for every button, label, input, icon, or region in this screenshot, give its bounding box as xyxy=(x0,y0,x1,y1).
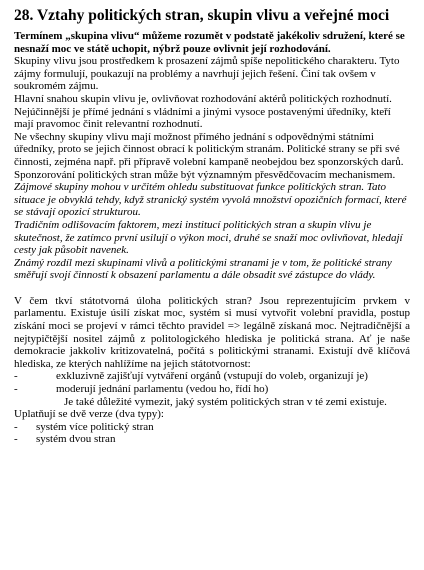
bullet-mark: - xyxy=(14,383,18,396)
page-title: 28. Vztahy politických stran, skupin vlivu a veřejné moci xyxy=(14,7,390,24)
list-item-text: moderují jednání parlamentu (vedou ho, řídí ho) xyxy=(56,383,269,396)
list-item xyxy=(14,383,410,396)
bullet-mark: - xyxy=(14,370,18,383)
paragraph-5: Je také důležité vymezit, jaký systém politických stran v té zemi existuje. xyxy=(64,395,387,408)
italic-paragraph-1: Zájmové skupiny mohou v určitém ohledu substituovat funkce politických stran. Tato situace je obvyklá tehdy, když stranický systém vyvolá množství opozičních formací, které se stávají opozicí strukturou. xyxy=(14,181,407,219)
list-item xyxy=(14,370,410,383)
list-item-text: systém více politický stran xyxy=(36,420,154,433)
system-types-list xyxy=(14,421,410,446)
paragraph-2: Hlavní snahou skupin vlivu je, ovlivňovat rozhodování aktérů politických rozhodnutí. Nejúčinnější je přímé jednání s vládními a jinými vysoce postavenými úředníky, kteří mají pravomoc činit relevantní rozhodnutí. xyxy=(14,92,392,131)
paragraph-3: Ne všechny skupiny vlivu mají možnost přímého jednání s odpovědnými státními úředníky, proto se jejich činnost obrací k politickým stranám. Politické strany se při své činnosti, zejména např. při přípravě volební kampaně neobejdou bez sponzorských darů. Sponzorování politických stran může být významným přesvědčovacím mechanismem. xyxy=(14,130,404,181)
italic-paragraph-2: Tradičním odlišovacím faktorem, mezi institucí politických stran a skupin vlivu je skutečnost, že zatímco první usilují o výkon moci, druhé se snaží moc ovlivňovat, hledají cesty jak působit navenek. xyxy=(14,218,403,257)
list-item xyxy=(14,421,410,434)
statotvornost-list xyxy=(14,370,410,395)
bullet-mark: - xyxy=(14,433,18,446)
paragraph-4: V čem tkví státotvorná úloha politických stran? Jsou reprezentujícím prvkem v parlamentu. Existuje úsilí získat moc, systém si musí vytvořit volební pravidla, postup získání moci se projeví v rámci těchto pravidel => legálně získaná moc. Nejtradičnější a nejtypičtější nositel zájmů z politologického hlediska je politická strana. Ať je naše demokracie jakkoliv kritizovatelná, počítá s politickými stranami. Existují dvě klíčová hlediska, ze kterých nahlížíme na jejich státotvornost: xyxy=(14,294,410,370)
list-item xyxy=(14,433,410,446)
italic-paragraph-3: Známý rozdíl mezi skupinami vlivů a politickými stranami je v tom, že politické strany směřují svojí činností k obsazení parlamentu a dále obsadit své zástupce do vlády. xyxy=(14,256,392,282)
spacer xyxy=(14,282,410,295)
list-item-text: systém dvou stran xyxy=(36,433,116,446)
intro-definition: Termínem „skupina vlivu“ můžeme rozumět v podstatě jakékoliv sdružení, které se nesnaží moc ve státě uchopit, nýbrž pouze ovlivnit její rozhodování. xyxy=(14,30,405,55)
paragraph-6: Uplatňují se dvě verze (dva typy): xyxy=(14,408,164,421)
list-item-text: exkluzivně zajišťují vytváření orgánů (vstupují do voleb, organizují je) xyxy=(56,370,368,383)
bullet-mark: - xyxy=(14,420,18,433)
paragraph-1: Skupiny vlivu jsou prostředkem k prosazení zájmů spíše nepolitického charakteru. Tyto zájmy formulují, poukazují na problémy a navrhují jejich řešení. Činí tak ovšem v soukromém zájmu. xyxy=(14,55,400,93)
